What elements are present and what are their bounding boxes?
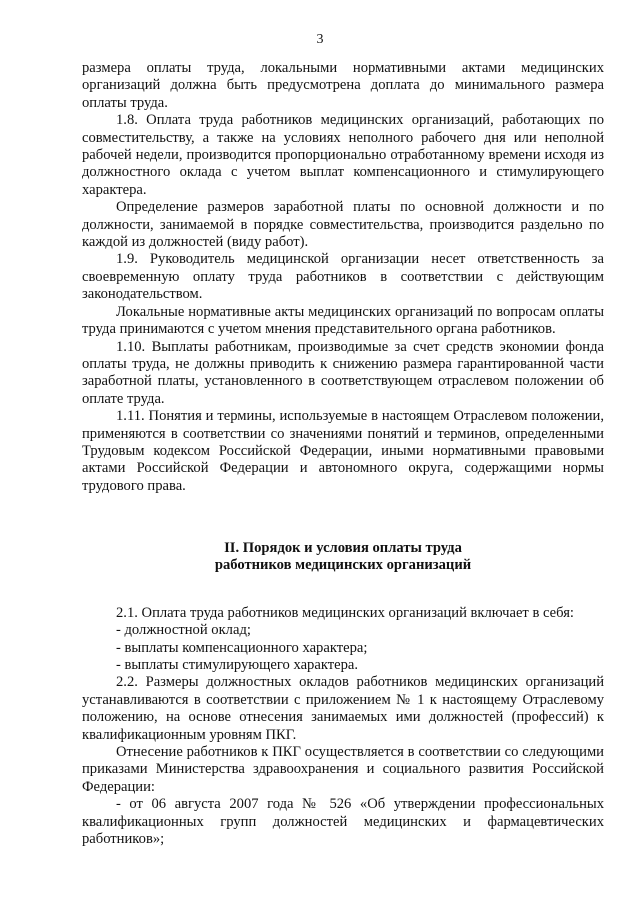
paragraph-1-8: 1.8. Оплата труда работников медицинских организаций, работающих по совместительству, а также на условиях неполного рабочего дня или неполной рабочей недели, производится пропорционально отработанному времени исходя из должностного оклада с учетом выплат компенсационного и стимулирующего характера.	[82, 112, 604, 198]
paragraph-salary-determination: Определение размеров заработной платы по основной должности и по должности, занимаемой в порядке совместительства, производится раздельно по каждой из должностей (виду работ).	[82, 199, 604, 251]
list-item: - выплаты компенсационного характера;	[116, 639, 368, 656]
paragraph-order-526: - от 06 августа 2007 года № 526 «Об утверждении профессиональных квалификационных групп должностей медицинских и фармацевтических работников»;	[82, 796, 604, 848]
paragraph-continuation: размера оплаты труда, локальными нормативными актами медицинских организаций должна быть предусмотрена доплата до минимального размера оплаты труда.	[82, 60, 604, 111]
paragraph-2-2: 2.2. Размеры должностных окладов работников медицинских организаций устанавливаются в соответствии с приложением № 1 к настоящему Отраслевому положению, на основе отнесения занимаемых ими должностей (профессий) к квалификационным уровням ПКГ.	[82, 674, 604, 743]
paragraph-2-1: 2.1. Оплата труда работников медицинских организаций включает в себя:	[116, 604, 574, 621]
paragraph-1-10: 1.10. Выплаты работникам, производимые за счет средств экономии фонда оплаты труда, не должны приводить к снижению размера гарантированной части заработной платы, установленного в соответствующем отраслевом положении об оплате труда.	[82, 338, 604, 407]
section-heading-line-1: II. Порядок и условия оплаты труда	[224, 540, 462, 556]
paragraph-pkg-assignment: Отнесение работников к ПКГ осуществляется в соответствии со следующими приказами Министерства здравоохранения и социального развития Российской Федерации:	[82, 744, 604, 795]
section-heading	[82, 540, 604, 575]
paragraph-local-acts: Локальные нормативные акты медицинских организаций по вопросам оплаты труда принимаются с учетом мнения представительного органа работников.	[82, 303, 604, 338]
section-heading-line-2: работников медицинских организаций	[214, 557, 472, 574]
section-2	[82, 540, 604, 849]
list-item: - выплаты стимулирующего характера.	[116, 657, 358, 674]
document-body	[82, 60, 604, 495]
paragraph-1-11: 1.11. Понятия и термины, используемые в настоящем Отраслевом положении, применяются в соответствии со значениями понятий и терминов, определенными Трудовым кодексом Российской Федерации, иными нормативными правовыми актами Российской Федерации и автономного округа, содержащими нормы трудового права.	[82, 408, 604, 494]
pay-components-list	[82, 622, 604, 674]
page-number: 3	[316, 32, 324, 47]
paragraph-1-9: 1.9. Руководитель медицинской организации несет ответственность за своевременную оплату труда работников в соответствии с действующим законодательством.	[82, 251, 604, 303]
list-item: - должностной оклад;	[116, 622, 251, 639]
